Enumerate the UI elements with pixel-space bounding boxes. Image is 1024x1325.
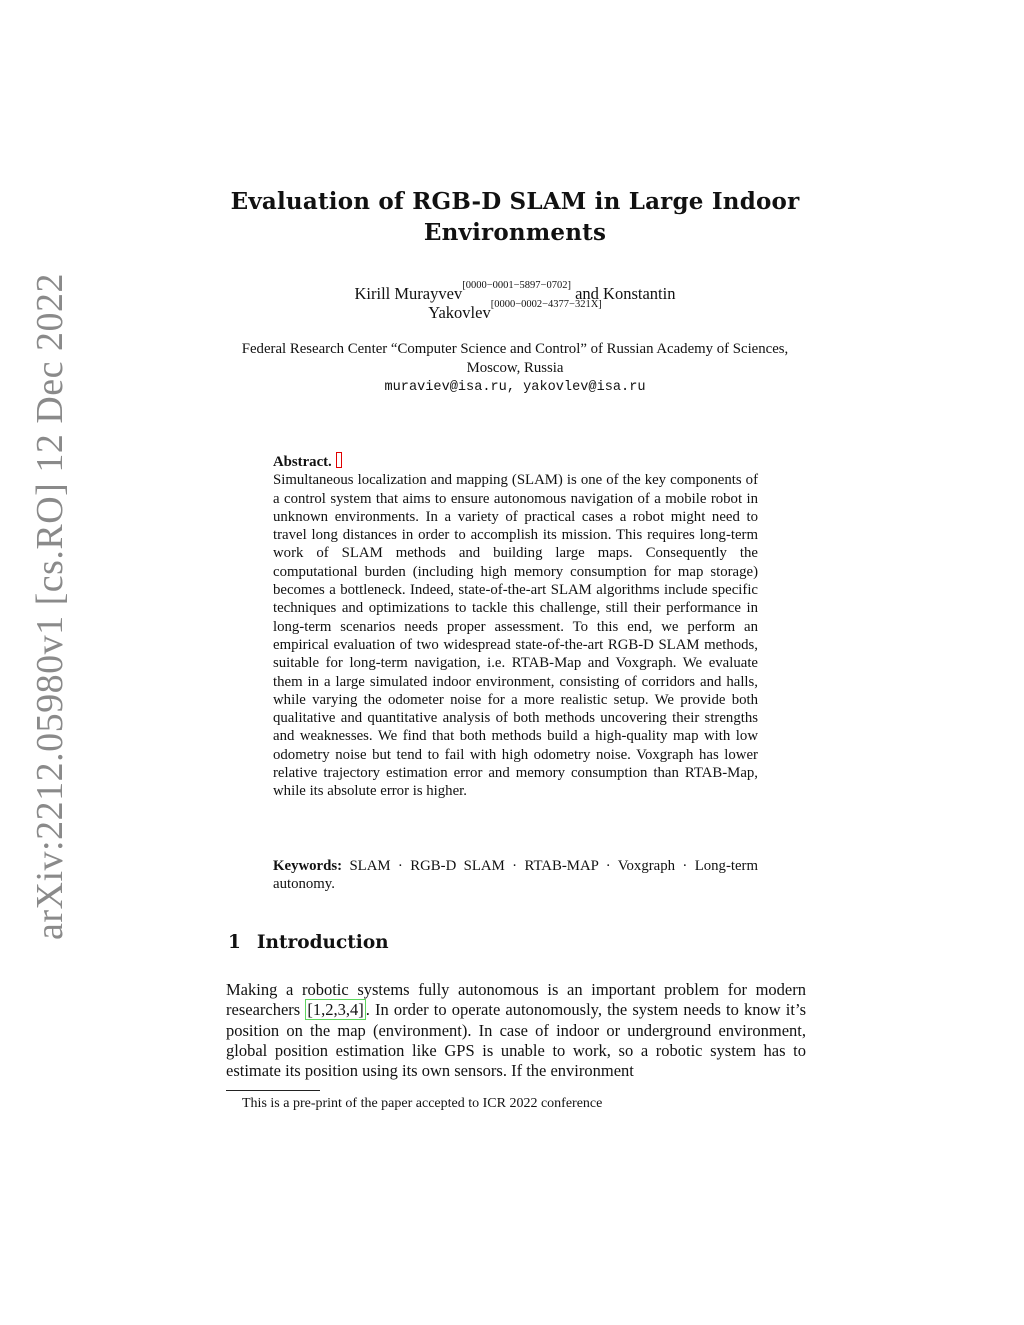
intro-text: Making a robotic systems fully autonomous is an important problem for modern researchers — [226, 980, 806, 1020]
footnote-link-box[interactable] — [336, 452, 342, 468]
affiliation — [225, 340, 805, 397]
orcid-id: [0000−0001−5897−0702] — [462, 280, 571, 291]
citation-group[interactable]: [1,2,3,4] — [307, 1000, 364, 1020]
citation-link[interactable]: 1 — [312, 1000, 322, 1020]
section-number: 1 — [228, 932, 241, 953]
section-title: Introduction — [256, 932, 389, 953]
abstract — [273, 452, 758, 801]
abstract-heading: Abstract. — [273, 454, 332, 470]
keywords-heading: Keywords: — [273, 858, 343, 874]
arxiv-sidebar-stamp: arXiv:2212.05980v1 [cs.RO] 12 Dec 2022 — [29, 272, 71, 940]
citation-link[interactable]: 2 — [325, 1000, 334, 1020]
intro-paragraph — [226, 980, 806, 1081]
intro-text: . In order to operate autonomously, the system needs to know it’s position on the map (environment). In case of indoor or underground environment, global position estimation like GPS is unable to work, so a robotic system has to estimate its position using its own sensors. If the environment — [226, 1000, 806, 1081]
authors — [260, 280, 770, 322]
author-name: Yakovlev — [428, 303, 491, 322]
author-conjunction: and Konstantin — [575, 284, 676, 303]
keywords-text: SLAM · RGB-D SLAM · RTAB-MAP · Voxgraph · Long-term autonomy. — [273, 858, 758, 893]
author-name: Kirill Murayvev — [354, 284, 463, 303]
footnote: This is a pre-print of the paper accepted to ICR 2022 conference — [242, 1096, 603, 1111]
author-emails[interactable]: muraviev@isa.ru, yakovlev@isa.ru — [384, 380, 646, 395]
paper-title: Evaluation of RGB-D SLAM in Large Indoor Environments — [230, 188, 800, 246]
affiliation-org: Federal Research Center “Computer Science and Control” of Russian Academy of Sciences, Moscow, Russia — [241, 341, 789, 376]
citation-link[interactable]: 4 — [349, 1000, 359, 1020]
cite-bracket: [ — [307, 1000, 313, 1020]
section-heading — [228, 932, 389, 953]
footnote-rule — [226, 1090, 320, 1091]
abstract-text: Simultaneous localization and mapping (SLAM) is one of the key components of a control system that aims to ensure autonomous navigation of a mobile robot in unknown environments. In a variety of practical cases a robot might need to travel long distances in order to accomplish its mission. This requires long-term work of SLAM methods and building large maps. Consequently the computational burden (including high memory consumption for map storage) becomes a bottleneck. Indeed, state-of-the-art SLAM algorithms include specific techniques and optimizations to tackle this challenge, still their performance in long-term scenarios needs proper assessment. To this end, we perform an empirical evaluation of two widespread state-of-the-art RGB-D SLAM methods, suitable for long-term navigation, i.e. RTAB-Map and Voxgraph. We evaluate them in a large simulated indoor environment, consisting of corridors and halls, while varying the odometer noise for a more realistic setup. We provide both qualitative and quantitative analysis of both methods uncovering their strengths and weaknesses. We find that both methods build a high-quality map with low odometry noise but tend to fail with high odometry noise. Voxgraph has lower relative trajectory estimation error and memory consumption than RTAB-Map, while its absolute error is higher. — [273, 472, 758, 800]
cite-bracket: ] — [358, 1000, 364, 1020]
keywords — [273, 857, 758, 894]
orcid-id: [0000−0002−4377−321X] — [490, 299, 602, 310]
citation-link[interactable]: 3 — [337, 1000, 346, 1020]
